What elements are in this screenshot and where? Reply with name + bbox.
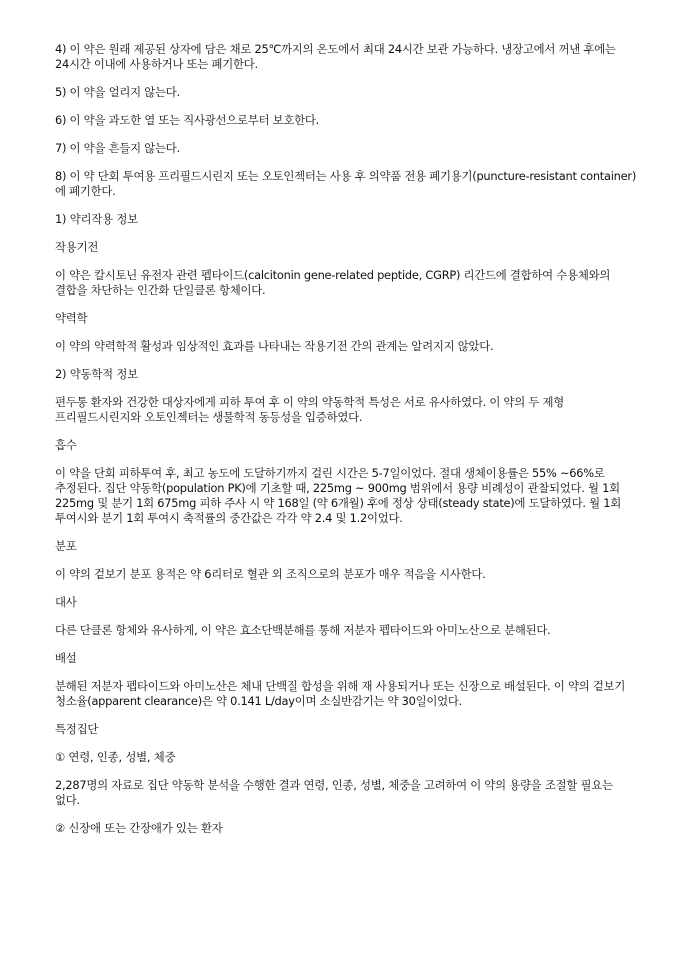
excretion-text: 분해된 저분자 펩타이드와 아미노산은 체내 단백질 합성을 위해 재 사용되거나 또는 신장으로 배설된다. 이 약의 겉보기 청소율(apparent clearance)은 약 0.141 L/day이며 소실반감기는 약 30일이었다. <box>55 679 626 708</box>
absorption-text: 이 약을 단회 피하투여 후, 최고 농도에 도달하기까지 걸린 시간은 5-7일이었다. 절대 생체이용률은 55% ~66%로 추정된다. 집단 약동학(population PK)에 기초할 때, 225mg ~ 900mg 범위에서 용량 비례성이 관찰되었다. 월 1회 225mg 및 분기 1회 675mg 피하 주사 시 약 168일 (약 6개월) 후에 정상 상태(steady state)에 도달하였다. 월 1회 투여시와 분기 1회 투여시 축적률의 중간값은 각각 약 2.4 및 1.2이었다. <box>55 466 621 525</box>
pharmacodynamics-text: 이 약의 약력학적 활성과 임상적인 효과를 나타내는 작용기전 간의 관계는 알려지지 않았다. <box>55 339 494 353</box>
storage-item-5: 5) 이 약을 얼리지 않는다. <box>55 85 180 99</box>
pharmacology-heading: 1) 약리작용 정보 <box>55 212 138 226</box>
special-2-title: ② 신장애 또는 간장애가 있는 환자 <box>55 821 223 835</box>
excretion-title: 배설 <box>55 651 77 665</box>
metabolism-text: 다른 단클론 항체와 유사하게, 이 약은 효소단백분해를 통해 저분자 펩타이드와 아미노산으로 분해된다. <box>55 623 551 637</box>
storage-item-7: 7) 이 약을 흔들지 않는다. <box>55 141 180 155</box>
pharmacokinetics-heading: 2) 약동학적 정보 <box>55 367 138 381</box>
distribution-text: 이 약의 겉보기 분포 용적은 약 6리터로 혈관 외 조직으로의 분포가 매우 적음을 시사한다. <box>55 567 486 581</box>
storage-item-4: 4) 이 약은 원래 제공된 상자에 담은 채로 25℃까지의 온도에서 최대 24시간 보관 가능하다. 냉장고에서 꺼낸 후에는 24시간 이내에 사용하거나 또는 폐기한다. <box>55 42 616 71</box>
pharmacokinetics-intro: 편두통 환자와 건강한 대상자에게 피하 투여 후 이 약의 약동학적 특성은 서로 유사하였다. 이 약의 두 제형 프리필드시린지와 오토인젝터는 생물학적 동등성을 입증하였다. <box>55 395 564 424</box>
mechanism-title: 작용기전 <box>55 240 99 254</box>
special-populations-title: 특정집단 <box>55 722 99 736</box>
storage-item-8: 8) 이 약 단회 투여용 프리필드시린지 또는 오토인젝터는 사용 후 의약품 전용 폐기용기(puncture-resistant container)에 폐기한다. <box>55 169 637 198</box>
special-1-title: ① 연령, 인종, 성별, 체중 <box>55 750 176 764</box>
special-1-text: 2,287명의 자료로 집단 약동학 분석을 수행한 결과 연령, 인종, 성별, 체중을 고려하여 이 약의 용량을 조절할 필요는 없다. <box>55 778 613 807</box>
mechanism-text: 이 약은 칼시토닌 유전자 관련 펩타이드(calcitonin gene-related peptide, CGRP) 리간드에 결합하여 수용체와의 결합을 차단하는 인간화 단일클론 항체이다. <box>55 268 611 297</box>
metabolism-title: 대사 <box>55 595 77 609</box>
distribution-title: 분포 <box>55 539 77 553</box>
storage-item-6: 6) 이 약을 과도한 열 또는 직사광선으로부터 보호한다. <box>55 113 319 127</box>
document-page <box>55 42 640 849</box>
pharmacodynamics-title: 약력학 <box>55 311 88 325</box>
absorption-title: 흡수 <box>55 438 77 452</box>
